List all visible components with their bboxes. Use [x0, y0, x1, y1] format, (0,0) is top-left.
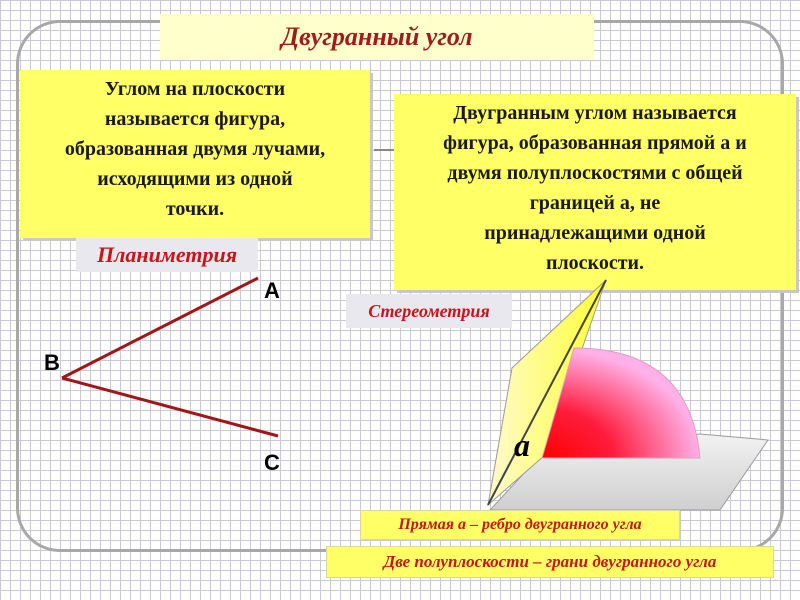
- ray-ba: [62, 278, 258, 378]
- planar-definition-line: Углом на плоскости: [104, 78, 286, 100]
- stereo-definition-line: фигура, образованная прямой а и: [443, 132, 747, 154]
- stereo-definition-line: границей а, не: [529, 192, 661, 214]
- edge-caption: Прямая а – ребро двугранного угла: [360, 510, 680, 540]
- slide-title: Двугранный угол: [160, 14, 594, 60]
- stereometry-tag: Стереометрия: [346, 294, 512, 328]
- point-label-c: C: [264, 450, 280, 475]
- planimetry-tag: Планиметрия: [76, 238, 258, 272]
- stereo-definition-line: двумя полуплоскостями с общей: [447, 162, 743, 184]
- stereo-definition-line: принадлежащими одной: [484, 222, 706, 244]
- faces-caption: Две полуплоскости – грани двугранного угла: [326, 546, 774, 578]
- point-label-a: A: [264, 278, 280, 303]
- planar-definition-line: точки.: [165, 198, 225, 220]
- planar-definition-line: исходящими из одной: [97, 168, 293, 190]
- planar-definition-line: называется фигура,: [104, 108, 286, 130]
- edge-label-a: a: [514, 427, 530, 463]
- ray-bc: [62, 378, 278, 436]
- planar-definition-line: образованная двумя лучами,: [64, 138, 326, 160]
- point-label-b: B: [44, 350, 60, 375]
- stereo-definition-line: Двугранным углом называется: [453, 102, 737, 124]
- stereo-definition-line: плоскости.: [545, 252, 645, 274]
